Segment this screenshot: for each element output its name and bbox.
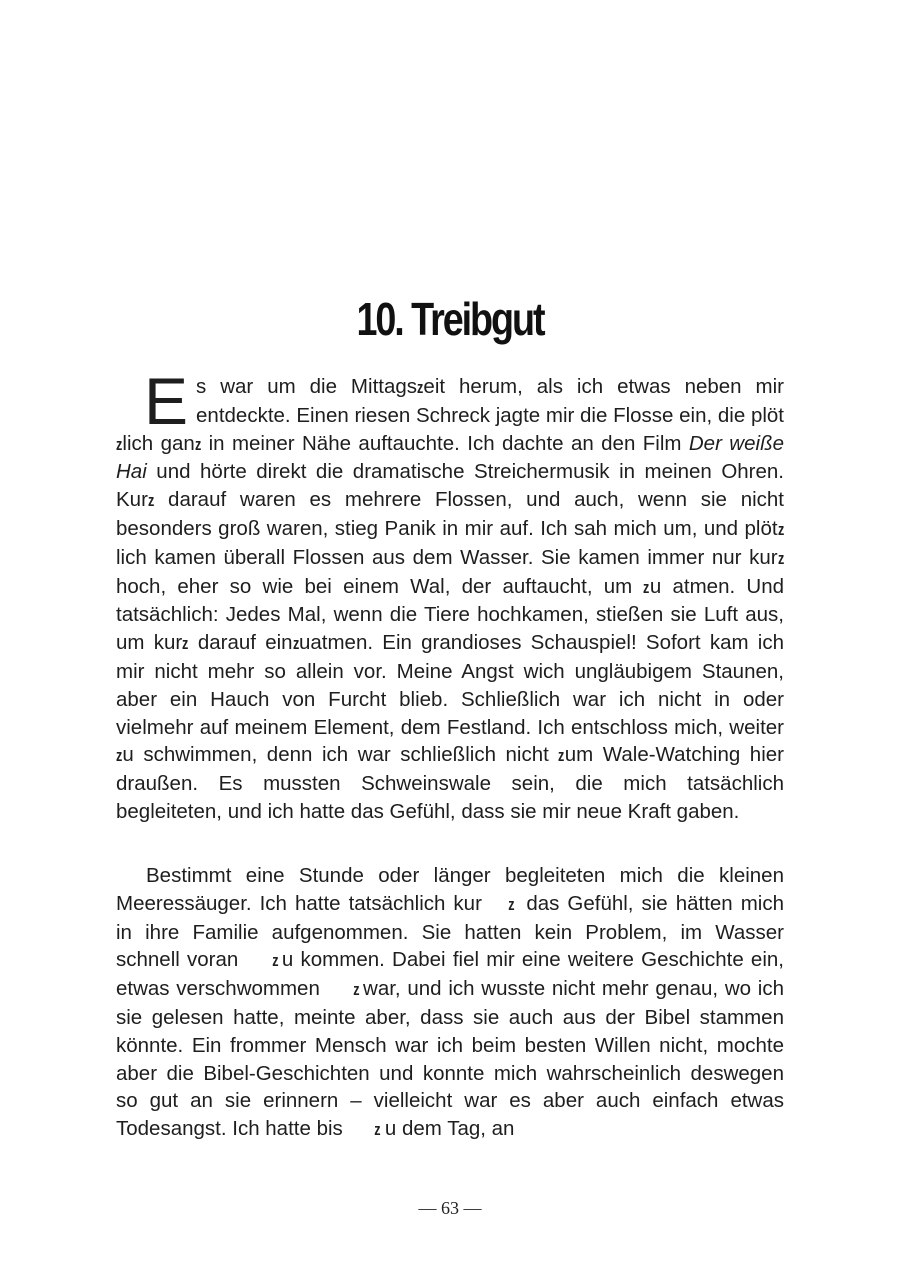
styled-z: z: [292, 634, 299, 654]
text-run: das Gefühl, sie hätten mich in ihre Familie aufgenommen. Sie hatten kein Problem, im Wasser schnell voran: [116, 891, 784, 972]
text-run: u dem Tag, an: [384, 1117, 515, 1141]
styled-z: z: [194, 434, 202, 454]
text-run: u schwimmen, denn ich war schließlich nicht: [122, 743, 559, 767]
text-run: darauf waren es mehrere Flossen, und auch, wenn sie nicht besonders groß waren, stieg Panik in mir auf. Ich sah mich um, und plöt: [116, 488, 784, 540]
text-run: Bestimmt eine Stunde oder länger begleiteten mich die kleinen Meeressäuger. Ich hatte tatsächlich kur: [116, 864, 784, 915]
styled-z: z: [508, 894, 515, 914]
styled-z: z: [116, 434, 123, 454]
body-paragraph-2: [116, 862, 784, 1144]
styled-z: z: [352, 980, 360, 1000]
styled-z: z: [558, 746, 565, 766]
text-run: uatmen. Ein grandioses Schauspiel! Sofort kam ich mir nicht mehr so allein vor. Meine Angst wich ungläubigem Staunen, aber ein Hauch von Furcht blieb. Schließlich war ich nicht in oder vielmehr auf meinem Element, dem Festland. Ich entschloss mich, weiter: [116, 631, 785, 739]
text-run: u atmen. Und tatsächlich: Jedes Mal, wenn die Tiere hochkamen, stießen sie Luft aus, um kur: [116, 574, 784, 655]
styled-z: z: [777, 519, 784, 539]
styled-z: z: [374, 1120, 382, 1140]
styled-z: z: [417, 378, 424, 397]
text-run: lich kamen überall Flossen aus dem Wasser. Sie kamen immer nur kur: [116, 545, 778, 569]
body-paragraph-1: [116, 364, 785, 826]
text-run: um Wale-Watching hier draußen. Es mussten Schweinswale sein, die mich tatsächlich begleiteten, und ich hatte das Gefühl, dass sie mir neue Kraft gaben.: [116, 743, 784, 823]
text-run: u kommen. Dabei fiel mir eine weitere Geschichte ein, etwas verschwommen: [116, 948, 784, 1001]
styled-z: z: [182, 634, 189, 654]
chapter-title: 10. Treibgut: [356, 293, 544, 345]
text-run: in meiner Nähe auftauchte. Ich dachte an den Film: [201, 431, 689, 455]
page-number: — 63 —: [418, 1198, 482, 1218]
text-run: war, und ich wusste nicht mehr genau, wo ich sie gelesen hatte, meinte aber, dass sie auch aus der Bibel stammen könnte. Ein frommer Mensch war ich beim besten Willen nicht, mochte aber die Bibel-Geschichten und konnte mich wahrscheinlich deswegen so gut an sie erinnern – vielleicht war es aber auch einfach etwas Todesangst. Ich hatte bis: [116, 977, 784, 1141]
text-run: darauf ein: [188, 631, 293, 655]
styled-z: z: [116, 746, 123, 766]
styled-z: z: [271, 951, 279, 971]
styled-z: z: [643, 577, 650, 597]
styled-z: z: [777, 548, 784, 568]
text-run: eit herum, als ich etwas neben mir entdeckte. Einen riesen Schreck jagte mir die Flosse ein, die plöt: [196, 375, 785, 427]
text-run: und hörte direkt die dramatische Streichermusik in meinen Ohren. Kur: [116, 460, 784, 512]
styled-z: z: [147, 491, 155, 511]
text-run: lich gan: [122, 431, 195, 455]
drop-cap: E: [144, 364, 189, 438]
book-page: [116, 0, 784, 1276]
text-run: hoch, eher so wie bei einem Wal, der auftaucht, um: [116, 574, 644, 598]
film-title: Der weiße Hai: [116, 431, 784, 484]
text-run: s war um die Mittags: [196, 375, 418, 398]
